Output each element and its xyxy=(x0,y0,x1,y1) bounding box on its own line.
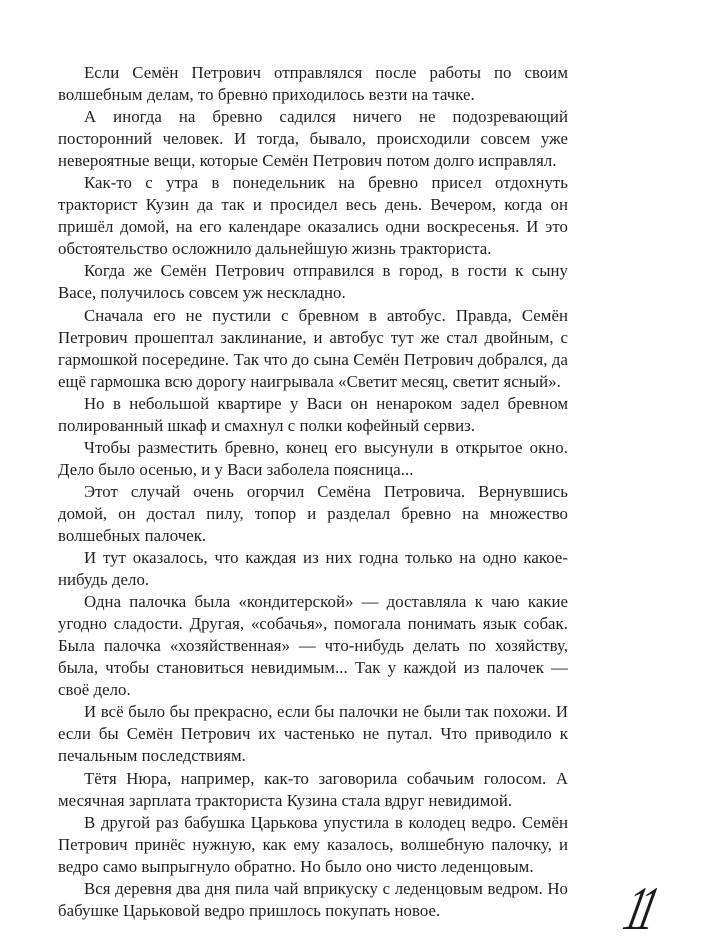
page-text xyxy=(58,62,568,922)
paragraph: В другой раз бабушка Царькова упустила в колодец ведро. Семён Петрович принёс нужную, как ему казалось, волшебную палочку, и ведро само выпрыгнуло обратно. Но было оно чисто леденцовым. xyxy=(58,812,568,876)
paragraph: Когда же Семён Петрович отправился в город, в гости к сыну Васе, получилось совсем уж нескладно. xyxy=(58,261,568,303)
paragraph: И всё было бы прекрасно, если бы палочки не были так похожи. И если бы Семён Петрович их частенько не путал. Что приводило к печальным последствиям. xyxy=(58,702,568,766)
paragraph: А иногда на бревно садился ничего не подозревающий посторонний человек. И тогда, бывало, происходили совсем уже невероятные вещи, которые Семён Петрович потом долго исправлял. xyxy=(58,107,568,171)
paragraph: Сначала его не пустили с бревном в автобус. Правда, Семён Петрович прошептал заклинание, и автобус тут же стал двойным, с гармошкой посередине. Так что до сына Семён Петрович добрался, да ещё гармошка всю дорогу наигрывала «Светит месяц, светит ясный». xyxy=(58,305,568,391)
paragraph: Но в небольшой квартире у Васи он ненароком задел бревном полированный шкаф и смахнул с полки кофейный сервиз. xyxy=(58,393,568,435)
paragraph: И тут оказалось, что каждая из них годна только на одно какое-нибудь дело. xyxy=(58,548,568,590)
paragraph: Тётя Нюра, например, как-то заговорила собачьим голосом. А месячная зарплата тракториста Кузина стала вдруг невидимой. xyxy=(58,768,568,810)
paragraph: Если Семён Петрович отправлялся после работы по своим волшебным делам, то бревно приходилось везти на тачке. xyxy=(58,63,568,105)
paragraph: Чтобы разместить бревно, конец его высунули в открытое окно. Дело было осенью, и у Васи заболела поясница... xyxy=(58,437,568,479)
page-number: 11 xyxy=(617,875,661,943)
paragraph: Вся деревня два дня пила чай вприкуску с леденцовым ведром. Но бабушке Царьковой ведро пришлось покупать новое. xyxy=(58,878,568,920)
paragraph: Этот случай очень огорчил Семёна Петровича. Вернувшись домой, он достал пилу, топор и разделал бревно на множество волшебных палочек. xyxy=(58,481,568,545)
paragraph: Одна палочка была «кондитерской» — доставляла к чаю какие угодно сладости. Другая, «собачья», помогала понимать язык собак. Была палочка «хозяйственная» — что-нибудь делать по хозяйству, была, чтобы становиться невидимым... Так у каждой из палочек — своё дело. xyxy=(58,592,568,700)
paragraph: Как-то с утра в понедельник на бревно присел отдохнуть тракторист Кузин да так и просидел весь день. Вечером, когда он пришёл домой, на его календаре оказались одни воскресенья. И это обстоятельство осложнило дальнейшую жизнь тракториста. xyxy=(58,173,568,259)
